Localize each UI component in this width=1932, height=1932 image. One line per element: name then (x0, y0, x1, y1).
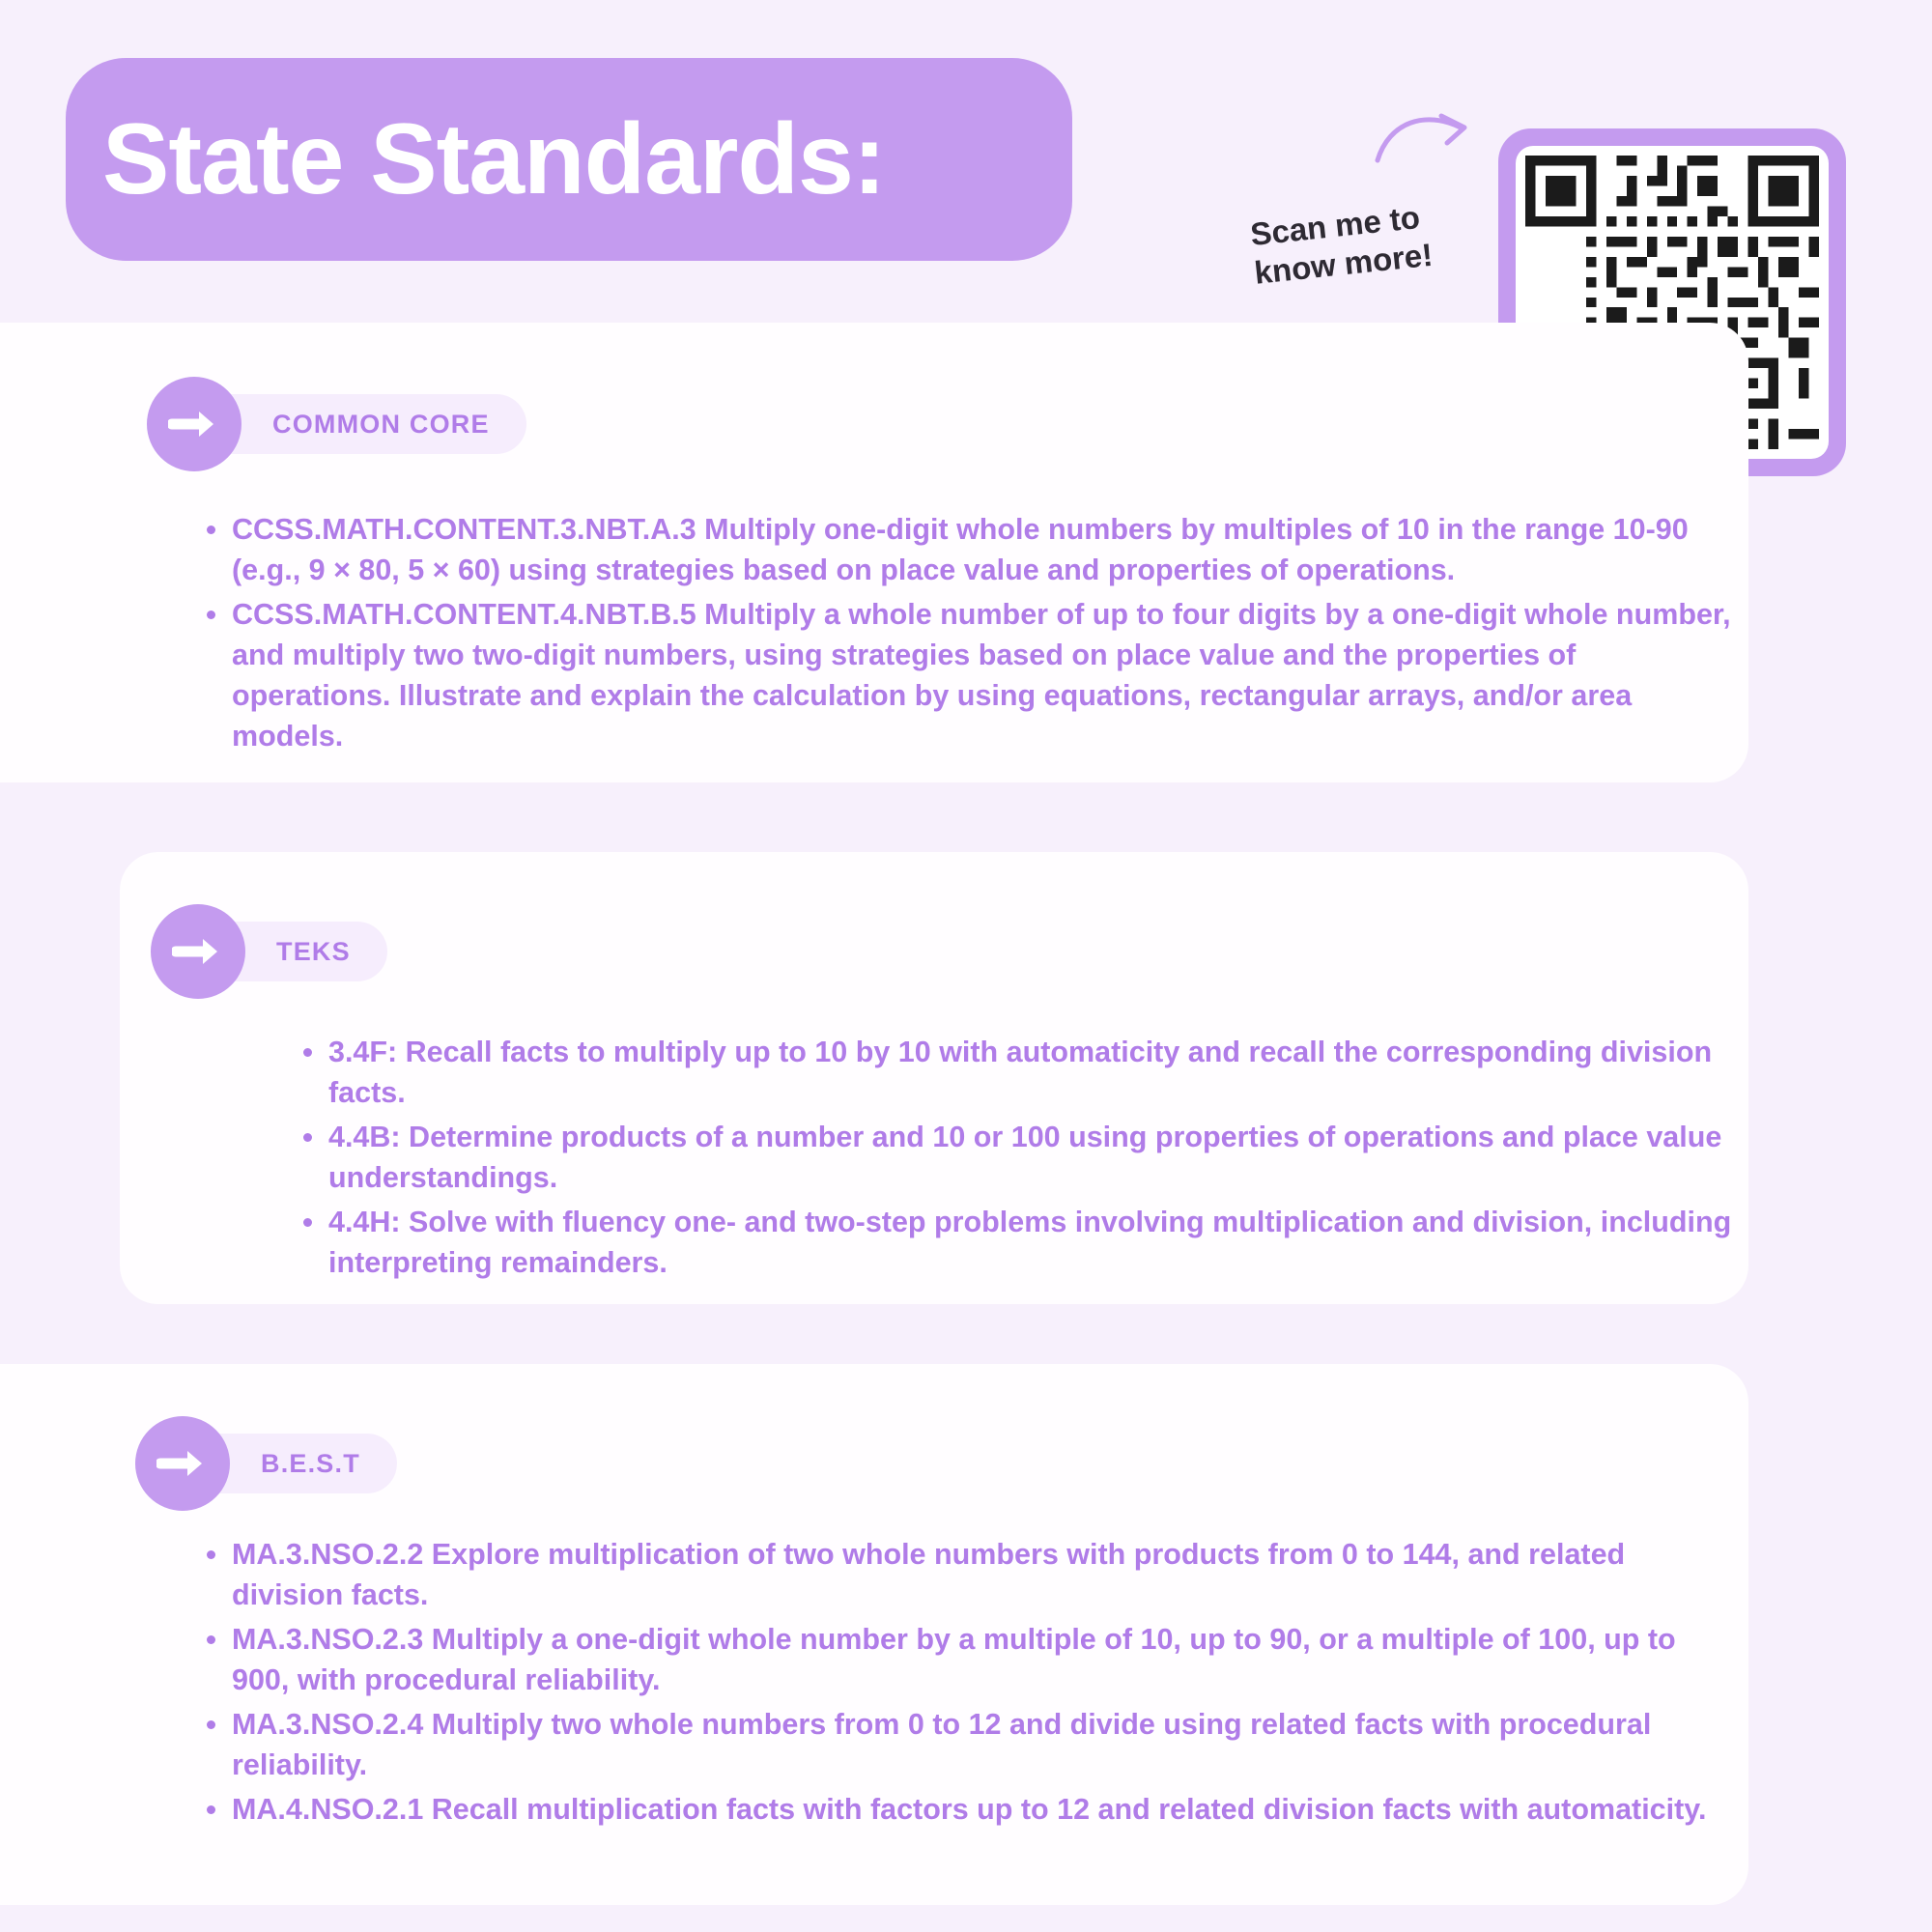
list-item: MA.3.NSO.2.3 Multiply a one-digit whole number by a multiple of 10, up to 90, or a multiple of 100, up to 900, with procedural reliability. (193, 1619, 1739, 1700)
list-item: CCSS.MATH.CONTENT.4.NBT.B.5 Multiply a whole number of up to four digits by a one-digit whole number, and multiply two two-digit numbers, using strategies based on place value and the properties of operations. Illustrate and explain the calculation by using equations, rectangular arrays, and/or area models. (193, 594, 1739, 756)
list-best (193, 1534, 1739, 1834)
arrow-right-icon (135, 1416, 230, 1511)
list-item: 4.4B: Determine products of a number and 10 or 100 using properties of operations and place value understandings. (290, 1117, 1758, 1198)
badge-label: TEKS (276, 936, 351, 966)
list-common-core (193, 509, 1739, 760)
arrow-right-icon (151, 904, 245, 999)
badge-label: COMMON CORE (272, 409, 490, 439)
arrow-right-icon (147, 377, 242, 471)
list-item: MA.3.NSO.2.2 Explore multiplication of two whole numbers with products from 0 to 144, and related division facts. (193, 1534, 1739, 1615)
list-item: 3.4F: Recall facts to multiply up to 10 by 10 with automaticity and recall the corresponding division facts. (290, 1032, 1758, 1113)
curved-arrow-icon (1372, 106, 1478, 174)
list-item: MA.3.NSO.2.4 Multiply two whole numbers from 0 to 12 and divide using related facts with procedural reliability. (193, 1704, 1739, 1785)
list-teks (290, 1032, 1758, 1287)
page-title: State Standards: (102, 103, 886, 215)
list-item: CCSS.MATH.CONTENT.3.NBT.A.3 Multiply one-digit whole numbers by multiples of 10 in the range 10-90 (e.g., 9 × 80, 5 × 60) using strategies based on place value and properties of operations. (193, 509, 1739, 590)
badge-best (135, 1416, 397, 1511)
list-item: 4.4H: Solve with fluency one- and two-step problems involving multiplication and division, including interpreting remainders. (290, 1202, 1758, 1283)
page-title-pill (66, 58, 1072, 261)
badge-teks (151, 904, 387, 999)
badge-common-core (147, 377, 526, 471)
badge-label: B.E.S.T (261, 1448, 360, 1478)
scan-me-text: Scan me to know more! (1248, 198, 1435, 292)
list-item: MA.4.NSO.2.1 Recall multiplication facts with factors up to 12 and related division facts with automaticity. (193, 1789, 1739, 1830)
